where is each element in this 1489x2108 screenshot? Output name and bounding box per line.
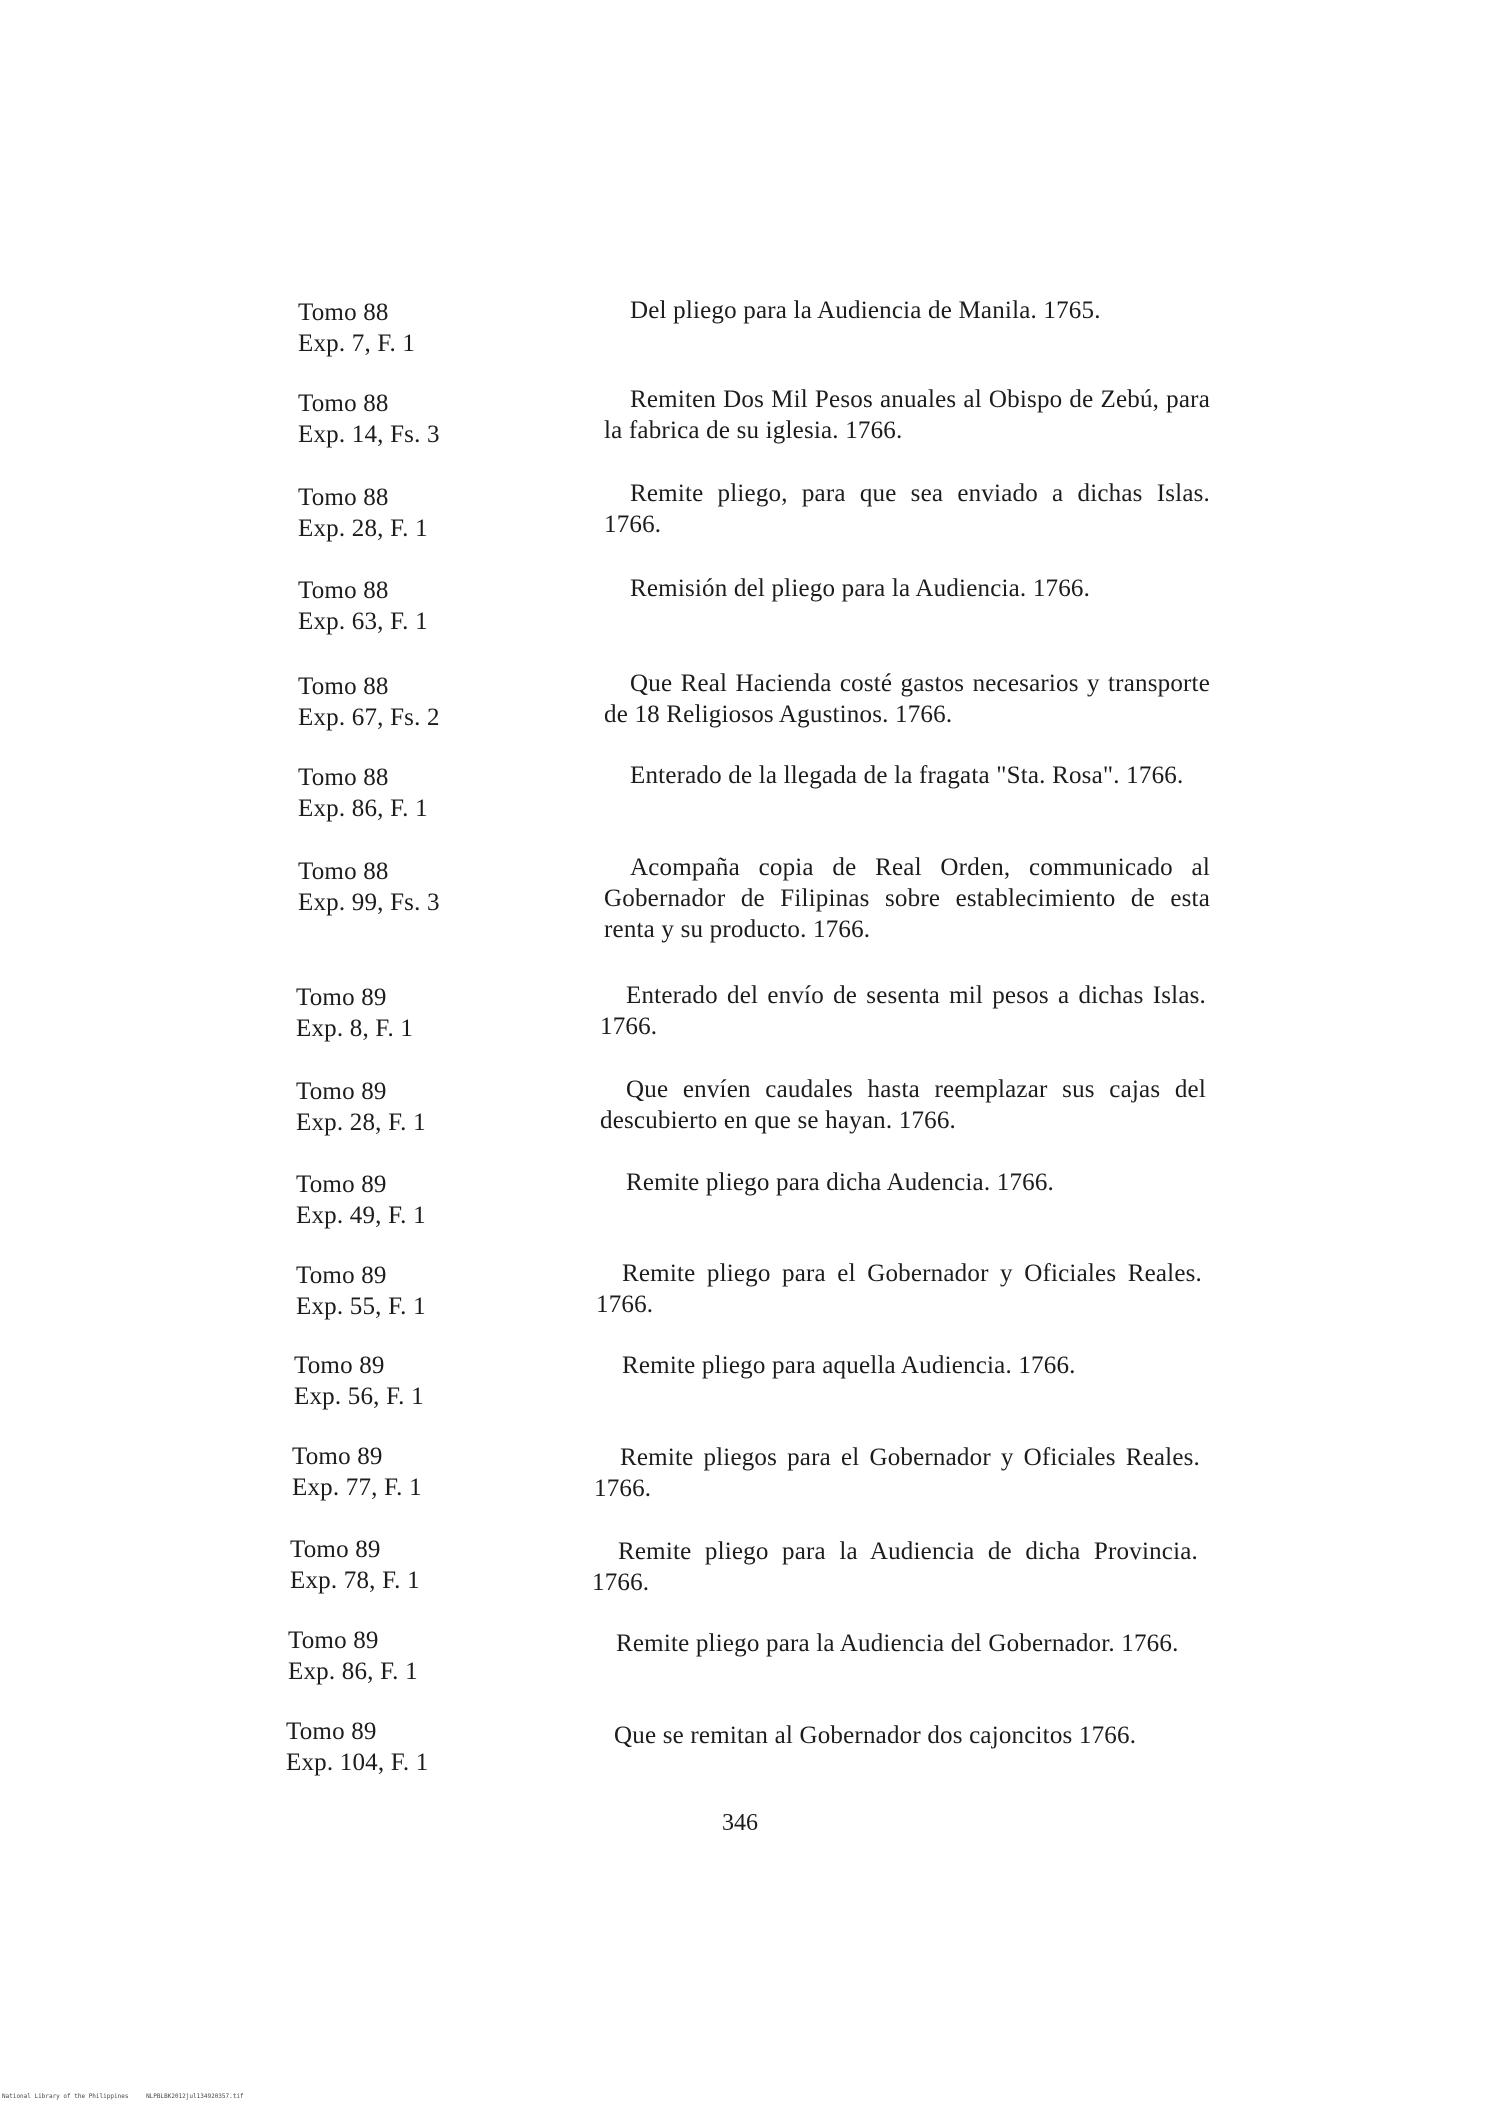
exp-label: Exp. 67, Fs. 2 — [298, 704, 440, 731]
entry-description: Acompaña copia de Real Orden, communicado al Gobernador de Filipinas sobre establecimiento de esta renta y su producto. 1766. — [604, 854, 1210, 943]
exp-label: Exp. 77, F. 1 — [292, 1474, 422, 1501]
entry-description: Que se remitan al Gobernador dos cajoncitos 1766. — [614, 1722, 1137, 1749]
tomo-label: Tomo 89 — [296, 1078, 387, 1105]
footer-library: National Library of the Philippines — [2, 2093, 129, 2100]
tomo-label: Tomo 89 — [296, 1171, 387, 1198]
entry-reference — [296, 1260, 526, 1322]
entry-description: Que envíen caudales hasta reemplazar sus cajas del descubierto en que se hayan. 1766. — [600, 1076, 1206, 1134]
entry-description: Remiten Dos Mil Pesos anuales al Obispo de Zebú, para la fabrica de su iglesia. 1766. — [604, 386, 1210, 444]
entry-description: Remite pliego para la Audiencia del Gobernador. 1766. — [616, 1630, 1179, 1657]
exp-label: Exp. 56, F. 1 — [294, 1383, 424, 1410]
entry-reference — [290, 1534, 520, 1596]
tomo-label: Tomo 89 — [292, 1443, 383, 1470]
scan-footer — [2, 2093, 258, 2100]
entry-description: Del pliego para la Audiencia de Manila. 1765. — [630, 297, 1101, 324]
tomo-label: Tomo 89 — [290, 1536, 381, 1563]
tomo-label: Tomo 89 — [286, 1718, 377, 1745]
tomo-label: Tomo 88 — [298, 764, 389, 791]
exp-label: Exp. 8, F. 1 — [296, 1015, 414, 1042]
exp-label: Exp. 7, F. 1 — [298, 330, 416, 357]
footer-file: NLPBLBK2012jul134920357.tif — [146, 2093, 244, 2100]
exp-label: Exp. 28, F. 1 — [298, 515, 428, 542]
entry-description: Enterado de la llegada de la fragata "Sta. Rosa". 1766. — [630, 762, 1184, 789]
exp-label: Exp. 55, F. 1 — [296, 1293, 426, 1320]
tomo-label: Tomo 88 — [298, 484, 389, 511]
exp-label: Exp. 14, Fs. 3 — [298, 421, 440, 448]
tomo-label: Tomo 89 — [296, 984, 387, 1011]
entry-reference — [298, 575, 528, 637]
tomo-label: Tomo 88 — [298, 390, 389, 417]
entry-reference — [298, 297, 528, 359]
entry-description: Remite pliego, para que sea enviado a dichas Islas. 1766. — [604, 480, 1210, 538]
exp-label: Exp. 63, F. 1 — [298, 608, 428, 635]
entry-reference — [288, 1625, 518, 1687]
entry-reference — [298, 762, 528, 824]
exp-label: Exp. 99, Fs. 3 — [298, 889, 440, 916]
exp-label: Exp. 28, F. 1 — [296, 1109, 426, 1136]
exp-label: Exp. 78, F. 1 — [290, 1567, 420, 1594]
entry-reference — [298, 388, 528, 450]
entry-description: Que Real Hacienda costé gastos necesarios y transporte de 18 Religiosos Agustinos. 1766. — [604, 670, 1210, 728]
entry-description: Remite pliegos para el Gobernador y Oficiales Reales. 1766. — [594, 1444, 1200, 1502]
tomo-label: Tomo 88 — [298, 673, 389, 700]
entry-reference — [286, 1716, 516, 1778]
tomo-label: Tomo 89 — [294, 1352, 385, 1379]
entry-description: Remite pliego para la Audiencia de dicha Provincia. 1766. — [592, 1538, 1198, 1596]
entry-reference — [298, 856, 528, 918]
entry-reference — [296, 982, 526, 1044]
page-number: 346 — [722, 1810, 758, 1836]
entry-description: Remite pliego para el Gobernador y Oficiales Reales. 1766. — [596, 1260, 1202, 1318]
entry-reference — [296, 1169, 526, 1231]
entry-description: Remite pliego para dicha Audencia. 1766. — [626, 1169, 1055, 1196]
entry-reference — [292, 1441, 522, 1503]
entry-reference — [298, 482, 528, 544]
tomo-label: Tomo 88 — [298, 858, 389, 885]
exp-label: Exp. 86, F. 1 — [298, 795, 428, 822]
entry-description: Remisión del pliego para la Audiencia. 1766. — [630, 575, 1091, 602]
entry-description: Enterado del envío de sesenta mil pesos a dichas Islas. 1766. — [600, 982, 1206, 1040]
entry-description: Remite pliego para aquella Audiencia. 1766. — [622, 1352, 1076, 1379]
entry-reference — [296, 1076, 526, 1138]
tomo-label: Tomo 89 — [288, 1627, 379, 1654]
entry-reference — [298, 671, 528, 733]
exp-label: Exp. 49, F. 1 — [296, 1202, 426, 1229]
tomo-label: Tomo 89 — [296, 1262, 387, 1289]
entry-reference — [294, 1350, 524, 1412]
exp-label: Exp. 104, F. 1 — [286, 1749, 429, 1776]
exp-label: Exp. 86, F. 1 — [288, 1658, 418, 1685]
tomo-label: Tomo 88 — [298, 577, 389, 604]
tomo-label: Tomo 88 — [298, 299, 389, 326]
